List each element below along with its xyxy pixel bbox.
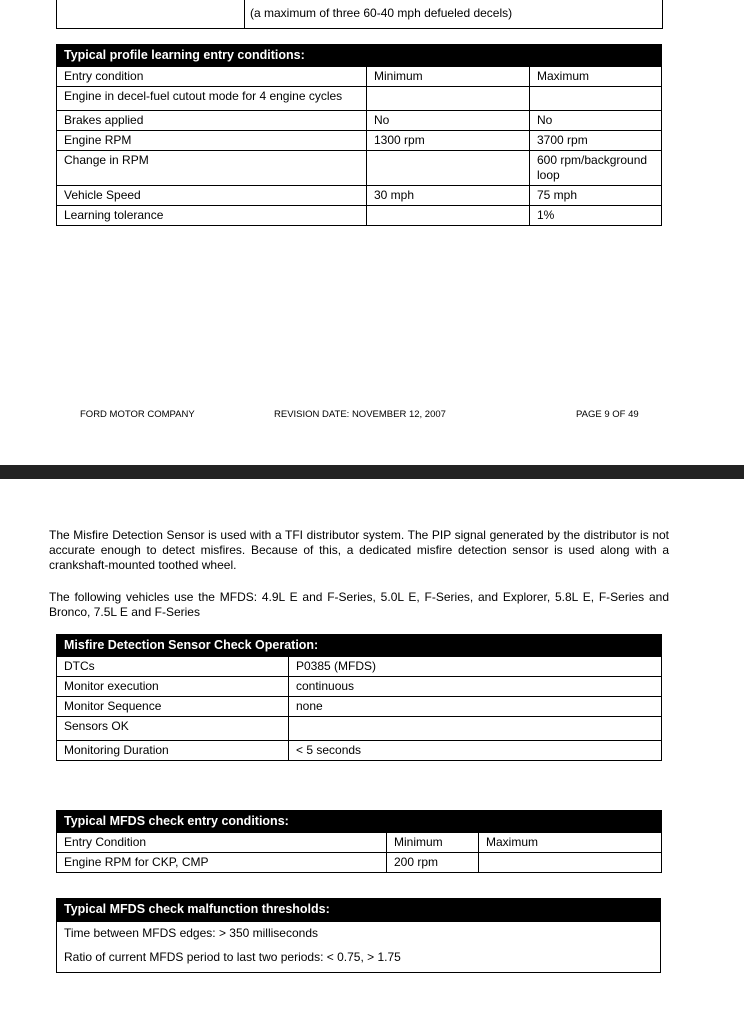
mfds-entry-header-condition: Entry Condition [57,833,387,853]
mfds-operation-table [56,634,662,761]
profile-header-min: Minimum [367,67,530,87]
table-cell: Engine in decel-fuel cutout mode for 4 engine cycles [57,87,367,111]
table-cell: Learning tolerance [57,206,367,226]
footer-revision: REVISION DATE: NOVEMBER 12, 2007 [274,409,446,420]
mfds-entry-header-min: Minimum [387,833,479,853]
table-cell [479,853,662,873]
table-cell: < 5 seconds [289,741,662,761]
mfds-thresholds-title: Typical MFDS check malfunction thresholds: [57,899,660,922]
table-cell: Brakes applied [57,111,367,131]
top-fragment-text: (a maximum of three 60-40 mph defueled decels) [250,6,513,20]
threshold-line: Time between MFDS edges: > 350 milliseconds [64,926,319,940]
vehicles-paragraph: The following vehicles use the MFDS: 4.9L E and F-Series, 5.0L E, F-Series, and Explorer, 5.8L E, F-Series and Bronco, 7.5L E and F-Series [49,590,669,619]
intro-paragraph: The Misfire Detection Sensor is used with a TFI distributor system. The PIP signal generated by the distributor is not accurate enough to detect misfires. Because of this, a dedicated misfire detection sensor is used along with a crankshaft-mounted toothed wheel. [49,528,669,572]
table-cell: Monitor execution [57,677,289,697]
table-cell: Engine RPM [57,131,367,151]
table-cell: continuous [289,677,662,697]
profile-table-title: Typical profile learning entry conditions: [57,45,662,67]
table-cell: 1% [530,206,662,226]
table-cell: none [289,697,662,717]
mfds-entry-header-max: Maximum [479,833,662,853]
page-separator [0,465,744,479]
footer-page-number: PAGE 9 OF 49 [576,409,639,420]
profile-learning-table [56,44,662,226]
top-table-fragment [56,0,663,29]
mfds-operation-title: Misfire Detection Sensor Check Operation: [57,635,662,657]
table-cell: Engine RPM for CKP, CMP [57,853,387,873]
profile-header-entry: Entry condition [57,67,367,87]
table-cell [367,151,530,186]
footer-company: FORD MOTOR COMPANY [80,409,195,420]
mfds-entry-title: Typical MFDS check entry conditions: [57,811,662,833]
table-cell: 600 rpm/background loop [530,151,662,186]
table-cell: 1300 rpm [367,131,530,151]
table-cell: 3700 rpm [530,131,662,151]
table-cell [367,206,530,226]
table-cell: Sensors OK [57,717,289,741]
table-cell [367,87,530,111]
table-cell: DTCs [57,657,289,677]
table-cell: P0385 (MFDS) [289,657,662,677]
mfds-thresholds-box [56,898,661,973]
table-cell [289,717,662,741]
table-cell: Vehicle Speed [57,186,367,206]
table-cell: 75 mph [530,186,662,206]
mfds-entry-table [56,810,662,873]
table-cell: No [530,111,662,131]
table-cell: Change in RPM [57,151,367,186]
table-cell: 200 rpm [387,853,479,873]
table-cell: 30 mph [367,186,530,206]
table-cell: Monitoring Duration [57,741,289,761]
table-cell: Monitor Sequence [57,697,289,717]
profile-header-max: Maximum [530,67,662,87]
threshold-line: Ratio of current MFDS period to last two periods: < 0.75, > 1.75 [64,950,401,964]
table-cell [530,87,662,111]
table-cell: No [367,111,530,131]
